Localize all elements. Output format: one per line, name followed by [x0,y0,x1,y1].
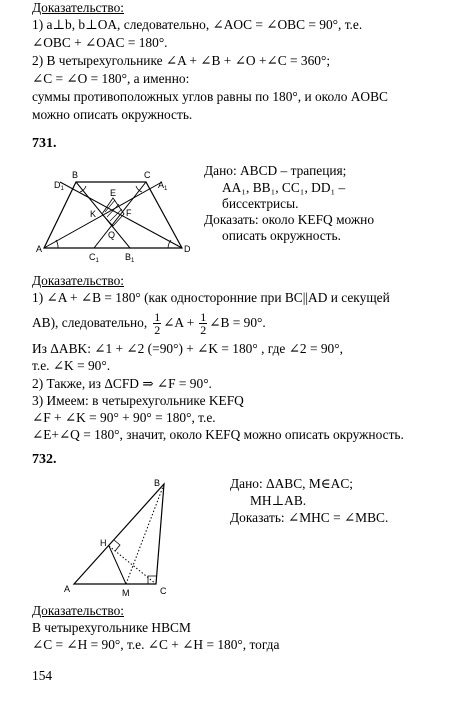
text-line: 1) a⊥b, b⊥OA, следовательно, ∠AOC = ∠OBC = 90°, т.е. [32,17,363,32]
fig-label-M: M [122,588,130,598]
given-731-line1: Дано: ABCD – трапеция; [204,163,347,178]
text-line: ∠C = ∠H = 90°, т.е. ∠C + ∠H = 180°, тогда [32,637,280,652]
fig-label-H: H [100,538,107,548]
fig-label-B: B [72,170,79,180]
text-fragment: ∠B = 90°. [209,315,266,330]
fig-label-F: F [126,208,132,218]
fig-label-B1: $B_1$ [125,252,135,264]
trapezoid-figure [34,168,194,264]
fraction-half: $\frac{1}{2}$ [200,309,207,337]
text-line: В четырехугольнике HBCM [32,620,191,635]
text-line: ∠C = ∠O = 180°, а именно: [32,71,190,86]
fig-label-A: A [64,584,71,594]
fraction-line [32,310,266,336]
given-731-line4: Доказать: около KEFQ можно [204,212,375,227]
fig-label-C1: $C_1$ [89,252,99,264]
given-732-line1: Дано: ΔABC, M∈AC; [230,476,353,491]
fraction-half: $\frac{1}{2}$ [154,309,161,337]
fig-label-B: B [154,478,161,488]
page-number: 154 [32,668,53,683]
text-line: ∠F + ∠K = 90° + 90° = 180°, т.е. [32,410,216,425]
proof-heading-732: Доказательство: [32,603,124,618]
text-line: Из ΔABK: ∠1 + ∠2 (=90°) + ∠K = 180° , где ∠2 = 90°, [32,341,343,356]
proof-heading-top: Доказательство: [32,0,124,15]
fig-label-K: K [90,209,97,219]
text-line: ∠E+∠Q = 180°, значит, около KEFQ можно описать окружность. [32,427,404,442]
given-731-line2: AA₁, BB₁, CC₁, DD₁ – [222,180,346,195]
proof-heading-731: Доказательство: [32,273,124,288]
text-fragment: AB), следовательно, [32,315,148,330]
given-732-line3: Доказать: ∠MHC = ∠MBC. [230,510,389,525]
given-731-line3: биссектрисы. [222,196,299,211]
fig-label-Q: Q [108,230,116,240]
problem-number-731: 731. [32,136,57,151]
triangle-figure [62,476,192,600]
fig-label-D: D [184,244,191,254]
text-line: 2) В четырехугольнике ∠A + ∠B + ∠O +∠C = 360°; [32,53,331,68]
given-732-line2: MH⊥AB. [250,493,307,508]
text-line: можно описать окружность. [32,107,193,122]
text-line: ∠OBC + ∠OAC = 180°. [32,35,168,50]
fig-label-E: E [110,188,117,198]
text-fragment: ∠A + [163,315,195,330]
fig-label-C: C [144,170,151,180]
text-line: 2) Также, из ΔCFD ⇒ ∠F = 90°. [32,376,212,391]
fig-label-D1: $D_1$ [54,180,64,192]
text-line: т.е. ∠K = 90°. [32,358,111,373]
fig-label-A1: $A_1$ [158,180,168,192]
problem-number-732: 732. [32,452,57,467]
given-731-line5: описать окружность. [222,228,341,243]
fig-label-C: C [160,586,167,596]
fig-label-A: A [36,244,43,254]
text-line: 3) Имеем: в четырехугольнике KEFQ [32,393,244,408]
text-line: суммы противоположных углов равны по 180°, и около AOBC [32,89,388,104]
text-line: 1) ∠A + ∠B = 180° (как односторонние при BC||AD и секущей [32,290,390,305]
